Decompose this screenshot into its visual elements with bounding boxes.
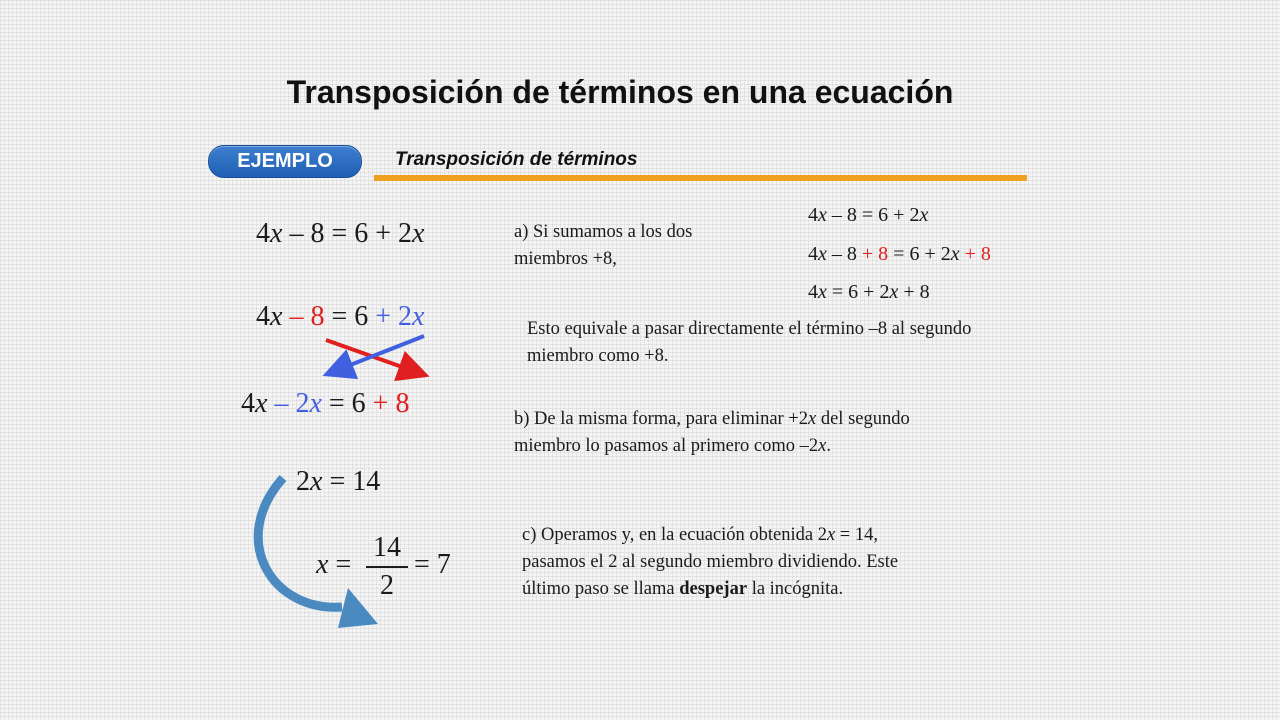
curved-arrow-head — [338, 588, 378, 628]
equation-simplified: 2x = 14 — [296, 466, 381, 497]
equation-original: 4x – 8 = 6 + 2x — [256, 218, 425, 249]
equation-solution-result: = 7 — [414, 549, 451, 580]
step-a-text: a) Si sumamos a los dos miembros +8, — [514, 222, 693, 269]
equation-solution-lhs: x = — [316, 549, 352, 580]
equivalence-note: Esto equivale a pasar directamente el término –8 al segundo miembro como +8. — [527, 319, 972, 366]
step-a-eq2: 4x – 8 + 8 = 6 + 2x + 8 — [808, 243, 991, 265]
step-a-eq1: 4x – 8 = 6 + 2x — [808, 204, 929, 226]
step-c-text: c) Operamos y, en la ecuación obtenida 2x = 14, pasamos el 2 al segundo miembro dividiendo. Este último paso se llama despejar la incógnita. — [522, 525, 899, 599]
page-title: Transposición de términos en una ecuación — [286, 74, 954, 110]
fraction-numerator: 14 — [373, 532, 401, 563]
equation-transposition: 4x – 8 = 6 + 2x — [256, 301, 425, 332]
section-subtitle: Transposición de términos — [395, 149, 638, 170]
example-badge: EJEMPLO — [208, 145, 362, 178]
curved-arrow — [258, 478, 342, 607]
step-b-text: b) De la misma forma, para eliminar +2x del segundo miembro lo pasamos al primero como –2x. — [514, 409, 910, 456]
equation-transposed: 4x – 2x = 6 + 8 — [241, 388, 410, 419]
blue-transposition-arrow — [330, 336, 424, 373]
fraction-denominator: 2 — [380, 570, 394, 601]
step-a-eq3: 4x = 6 + 2x + 8 — [808, 281, 930, 303]
